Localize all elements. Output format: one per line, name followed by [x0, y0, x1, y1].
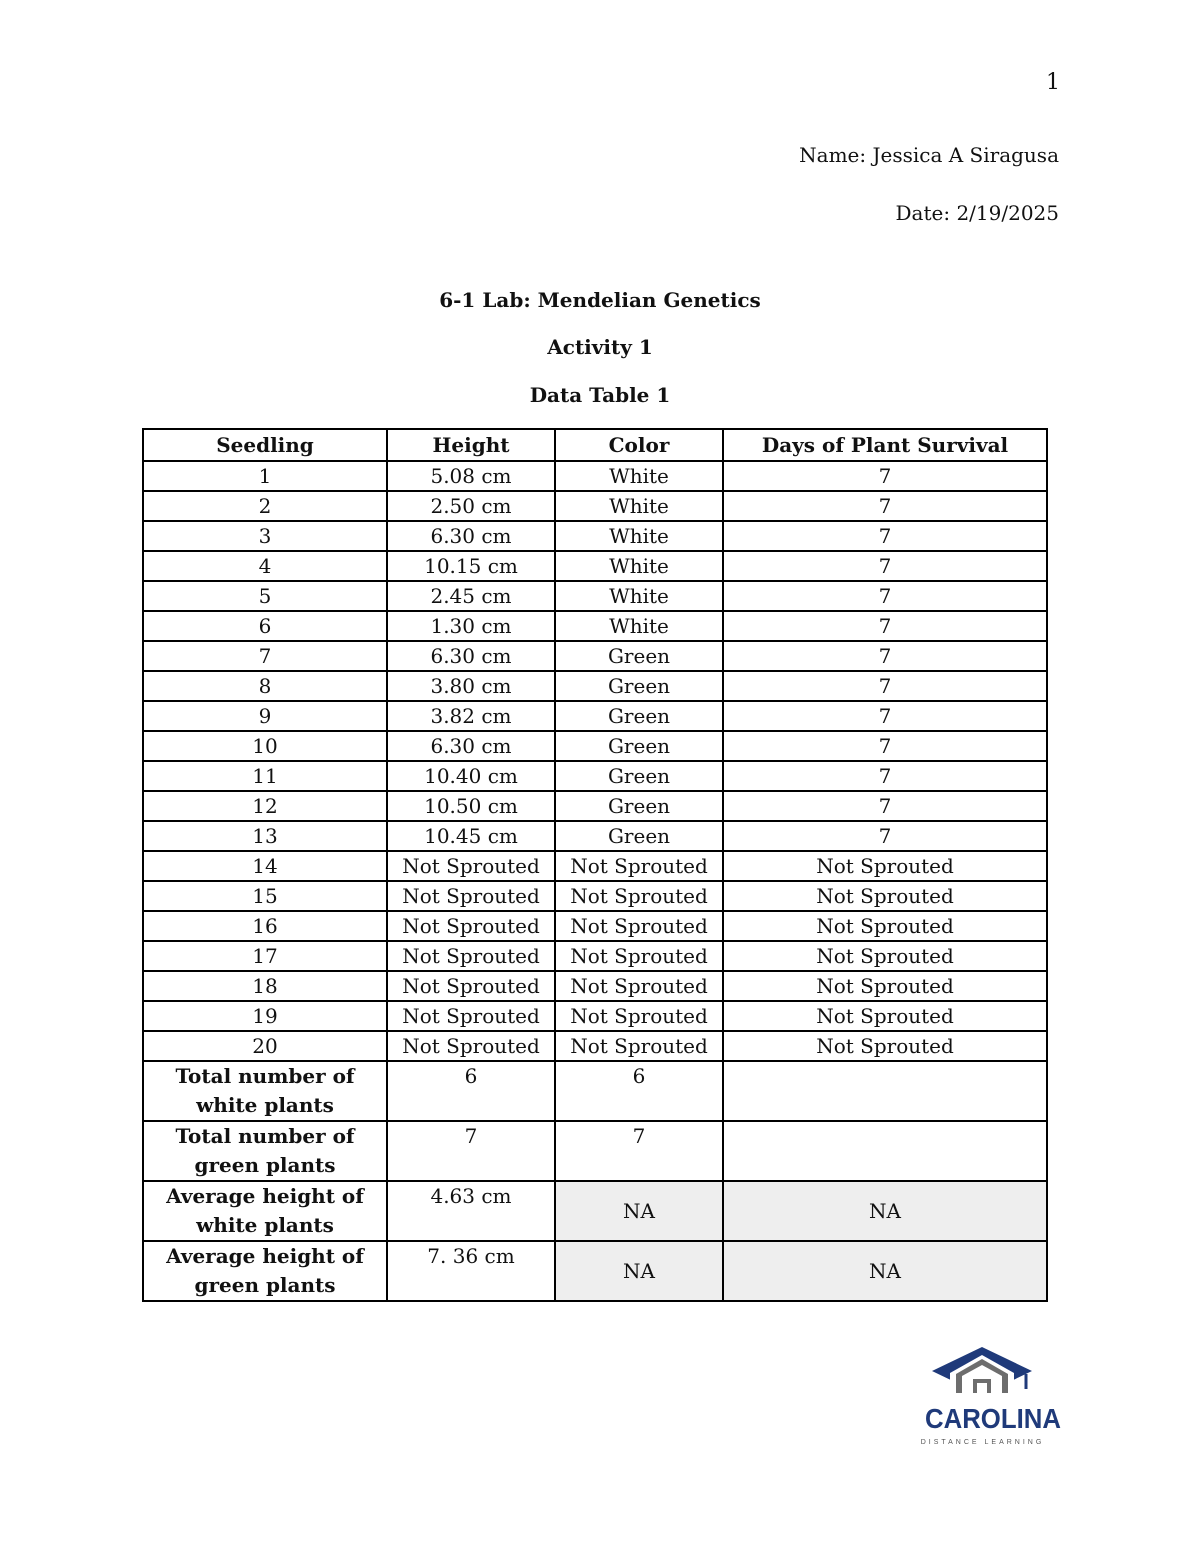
cell-height: 3.80 cm [387, 671, 555, 701]
cell-seedling: 19 [143, 1001, 387, 1031]
cell-seedling: 2 [143, 491, 387, 521]
cell-seedling: 7 [143, 641, 387, 671]
document-title: 6-1 Lab: Mendelian Genetics [439, 288, 761, 312]
student-name: Name: Jessica A Siragusa [799, 143, 1059, 167]
cell-seedling: 5 [143, 581, 387, 611]
cell-days: Not Sprouted [723, 971, 1047, 1001]
cell-days: Not Sprouted [723, 911, 1047, 941]
table-row [143, 551, 1047, 581]
cell-height: 2.45 cm [387, 581, 555, 611]
cell-height: 5.08 cm [387, 461, 555, 491]
summary-height: 4.63 cm [387, 1181, 555, 1241]
cell-seedling: 14 [143, 851, 387, 881]
cell-color: Green [555, 671, 723, 701]
cell-days: 7 [723, 761, 1047, 791]
cell-height: 10.45 cm [387, 821, 555, 851]
report-date: Date: 2/19/2025 [895, 201, 1059, 225]
cell-days: 7 [723, 491, 1047, 521]
cell-height: Not Sprouted [387, 1031, 555, 1061]
cell-days: 7 [723, 731, 1047, 761]
cell-height: Not Sprouted [387, 911, 555, 941]
cell-color: Not Sprouted [555, 971, 723, 1001]
table-row [143, 821, 1047, 851]
cell-days: Not Sprouted [723, 881, 1047, 911]
cell-seedling: 17 [143, 941, 387, 971]
logo-wordmark: CAROLINA [925, 1403, 1061, 1434]
cell-height: Not Sprouted [387, 1001, 555, 1031]
cell-height: Not Sprouted [387, 851, 555, 881]
summary-label: Average height of green plants [143, 1241, 387, 1301]
cell-height: Not Sprouted [387, 881, 555, 911]
summary-color: NA [555, 1181, 723, 1241]
cell-days: 7 [723, 701, 1047, 731]
cell-color: White [555, 521, 723, 551]
cell-height: 6.30 cm [387, 521, 555, 551]
cell-days: 7 [723, 791, 1047, 821]
table-row [143, 641, 1047, 671]
cell-days: 7 [723, 821, 1047, 851]
cell-seedling: 8 [143, 671, 387, 701]
cell-height: 10.15 cm [387, 551, 555, 581]
cell-color: White [555, 581, 723, 611]
cell-color: Not Sprouted [555, 1031, 723, 1061]
cell-color: Not Sprouted [555, 851, 723, 881]
cell-color: Not Sprouted [555, 1001, 723, 1031]
summary-label: Total number of white plants [143, 1061, 387, 1121]
table-row [143, 941, 1047, 971]
table-row [143, 701, 1047, 731]
cell-seedling: 10 [143, 731, 387, 761]
cell-seedling: 1 [143, 461, 387, 491]
cell-height: 6.30 cm [387, 731, 555, 761]
summary-days: NA [723, 1181, 1047, 1241]
cell-color: White [555, 461, 723, 491]
table-row [143, 491, 1047, 521]
cell-height: 10.50 cm [387, 791, 555, 821]
header-seedling: Seedling [143, 429, 387, 461]
cell-height: Not Sprouted [387, 971, 555, 1001]
cell-height: Not Sprouted [387, 941, 555, 971]
cell-color: Green [555, 731, 723, 761]
summary-color: NA [555, 1241, 723, 1301]
cell-height: 2.50 cm [387, 491, 555, 521]
table-header-row [143, 429, 1047, 461]
summary-row [143, 1241, 1047, 1301]
table-row [143, 521, 1047, 551]
summary-color: 7 [555, 1121, 723, 1181]
cell-seedling: 15 [143, 881, 387, 911]
table-row [143, 581, 1047, 611]
cell-seedling: 3 [143, 521, 387, 551]
cell-days: 7 [723, 641, 1047, 671]
table-row [143, 761, 1047, 791]
table-row [143, 1031, 1047, 1061]
summary-height: 7. 36 cm [387, 1241, 555, 1301]
cell-seedling: 18 [143, 971, 387, 1001]
table-row [143, 851, 1047, 881]
cell-days: 7 [723, 671, 1047, 701]
header-height: Height [387, 429, 555, 461]
cell-days: 7 [723, 581, 1047, 611]
logo-tagline: DISTANCE LEARNING [920, 1439, 1045, 1446]
cell-height: 6.30 cm [387, 641, 555, 671]
cell-height: 10.40 cm [387, 761, 555, 791]
summary-days [723, 1121, 1047, 1181]
summary-label: Average height of white plants [143, 1181, 387, 1241]
cell-days: 7 [723, 611, 1047, 641]
summary-row [143, 1121, 1047, 1181]
table-row [143, 791, 1047, 821]
table-row [143, 911, 1047, 941]
cell-color: Green [555, 791, 723, 821]
cell-color: Green [555, 821, 723, 851]
cell-days: Not Sprouted [723, 1031, 1047, 1061]
cell-seedling: 13 [143, 821, 387, 851]
cell-color: Green [555, 701, 723, 731]
table-row [143, 971, 1047, 1001]
cell-color: White [555, 491, 723, 521]
cell-days: Not Sprouted [723, 941, 1047, 971]
cell-days: Not Sprouted [723, 1001, 1047, 1031]
cell-days: 7 [723, 521, 1047, 551]
cell-days: Not Sprouted [723, 851, 1047, 881]
table-row [143, 611, 1047, 641]
table-row [143, 671, 1047, 701]
summary-color: 6 [555, 1061, 723, 1121]
carolina-logo [920, 1345, 1061, 1455]
cell-seedling: 9 [143, 701, 387, 731]
cell-color: White [555, 551, 723, 581]
cell-height: 3.82 cm [387, 701, 555, 731]
cell-days: 7 [723, 551, 1047, 581]
cell-seedling: 16 [143, 911, 387, 941]
table-row [143, 1001, 1047, 1031]
cell-color: Not Sprouted [555, 881, 723, 911]
header-color: Color [555, 429, 723, 461]
cell-color: Green [555, 641, 723, 671]
table-row [143, 881, 1047, 911]
header-days-survival: Days of Plant Survival [723, 429, 1047, 461]
cell-seedling: 12 [143, 791, 387, 821]
data-table-1 [142, 428, 1048, 1302]
summary-row [143, 1061, 1047, 1121]
cell-height: 1.30 cm [387, 611, 555, 641]
cell-color: Green [555, 761, 723, 791]
summary-days: NA [723, 1241, 1047, 1301]
cell-seedling: 20 [143, 1031, 387, 1061]
cell-color: Not Sprouted [555, 941, 723, 971]
summary-height: 7 [387, 1121, 555, 1181]
summary-days [723, 1061, 1047, 1121]
cell-color: Not Sprouted [555, 911, 723, 941]
page-number: 1 [1046, 70, 1060, 95]
cell-seedling: 4 [143, 551, 387, 581]
summary-height: 6 [387, 1061, 555, 1121]
table-row [143, 461, 1047, 491]
cell-seedling: 11 [143, 761, 387, 791]
summary-label: Total number of green plants [143, 1121, 387, 1181]
cell-seedling: 6 [143, 611, 387, 641]
activity-heading: Activity 1 [547, 335, 653, 359]
table-row [143, 731, 1047, 761]
cell-color: White [555, 611, 723, 641]
cell-days: 7 [723, 461, 1047, 491]
house-mortarboard-icon [920, 1345, 1045, 1405]
table-title: Data Table 1 [529, 383, 671, 407]
summary-row [143, 1181, 1047, 1241]
